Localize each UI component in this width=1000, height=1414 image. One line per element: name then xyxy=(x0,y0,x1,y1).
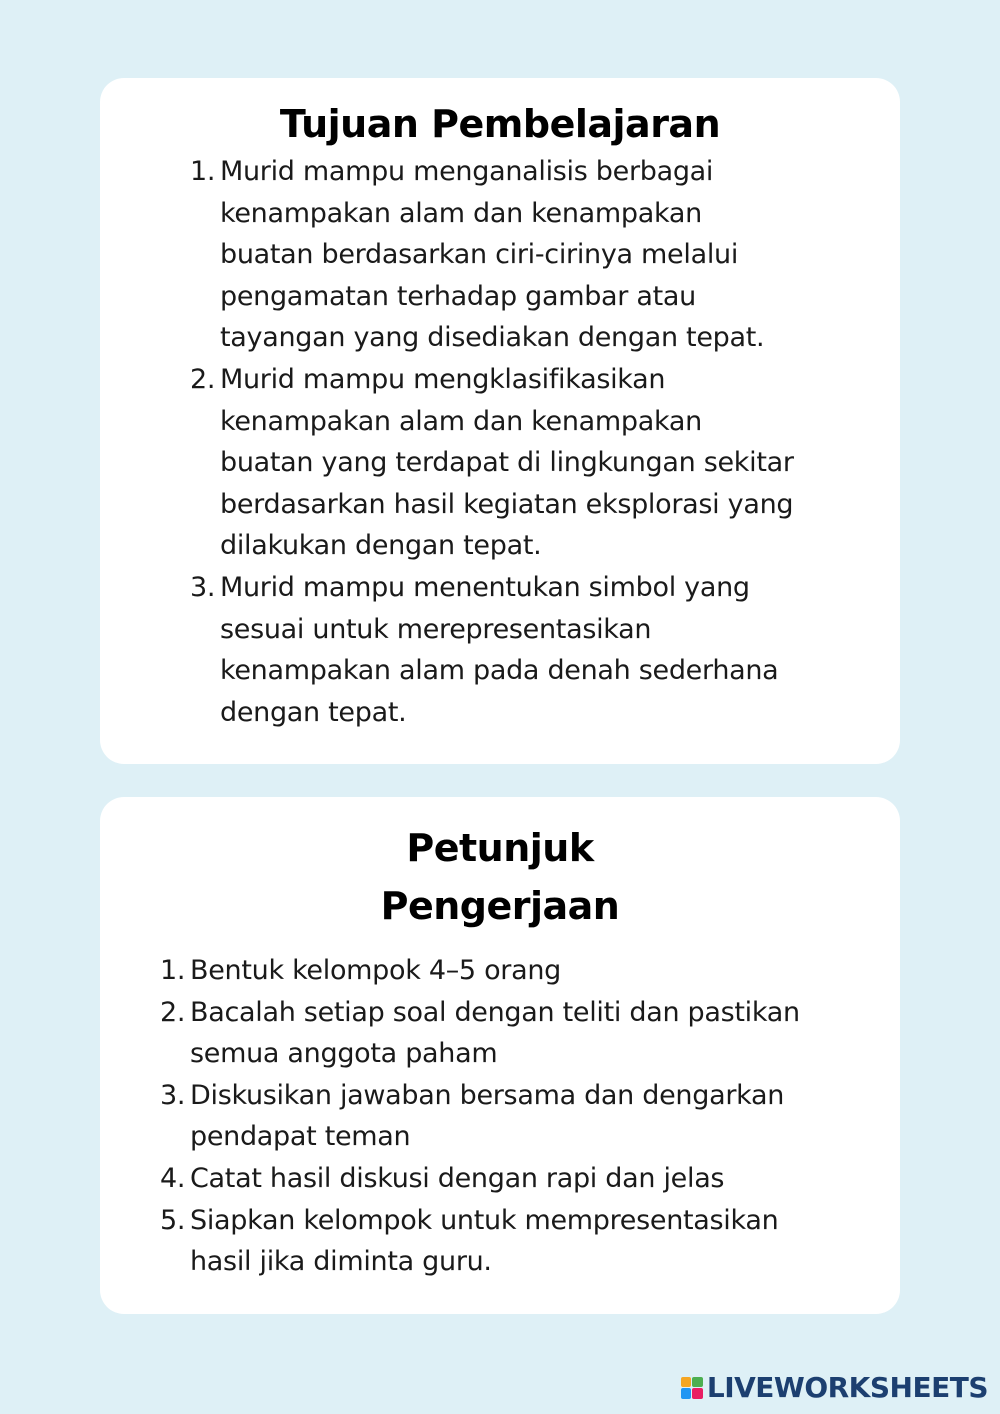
learning-objectives-card xyxy=(100,78,900,764)
item-line: Murid mampu mengklasifikasikan xyxy=(220,363,666,395)
item-line: Murid mampu menentukan simbol yang xyxy=(220,571,750,603)
brand-name: LIVEWORKSHEETS xyxy=(706,1371,988,1404)
item-line: Catat hasil diskusi dengan rapi dan jelas xyxy=(190,1162,725,1194)
item-line: sesuai untuk merepresentasikan xyxy=(220,613,652,645)
item-line: pendapat teman xyxy=(190,1121,411,1153)
item-line: pengamatan terhadap gambar atau xyxy=(220,280,696,312)
item-line: buatan yang terdapat di lingkungan sekitar xyxy=(220,447,794,479)
instructions-title xyxy=(100,819,900,935)
instructions-list xyxy=(160,950,850,1283)
item-line: semua anggota paham xyxy=(190,1038,498,1070)
list-item xyxy=(190,359,840,567)
learning-objectives-title xyxy=(100,98,900,150)
title-line: Tujuan Pembelajaran xyxy=(279,102,721,146)
item-line: Siapkan kelompok untuk mempresentasikan xyxy=(190,1204,779,1236)
item-number: 1. xyxy=(190,156,216,187)
list-item xyxy=(160,992,850,1075)
liveworksheets-brand-link[interactable] xyxy=(681,1371,988,1404)
item-number: 5. xyxy=(160,1204,186,1236)
item-number: 3. xyxy=(190,571,216,603)
item-line: kenampakan alam dan kenampakan xyxy=(220,197,702,229)
item-line: tayangan yang disediakan dengan tepat. xyxy=(220,322,765,354)
list-item xyxy=(190,567,840,733)
item-line: Bentuk kelompok 4–5 orang xyxy=(190,955,562,986)
learning-objectives-list xyxy=(190,151,840,733)
instructions-card xyxy=(100,797,900,1314)
item-line: berdasarkan hasil kegiatan eksplorasi yang xyxy=(220,488,794,520)
item-line: hasil jika diminta guru. xyxy=(190,1246,492,1278)
list-item xyxy=(160,950,850,992)
item-line: kenampakan alam dan kenampakan xyxy=(220,405,702,437)
liveworksheets-logo-icon xyxy=(681,1377,703,1399)
item-line: Bacalah setiap soal dengan teliti dan pastikan xyxy=(190,996,800,1028)
title-line: Petunjuk xyxy=(406,826,594,870)
list-item xyxy=(160,1158,850,1200)
item-line: dengan tepat. xyxy=(220,696,407,728)
item-line: dilakukan dengan tepat. xyxy=(220,530,542,562)
list-item xyxy=(160,1075,850,1158)
item-line: Murid mampu menganalisis berbagai xyxy=(220,156,714,187)
item-number: 2. xyxy=(190,363,216,395)
item-number: 1. xyxy=(160,955,186,986)
item-number: 3. xyxy=(160,1079,186,1111)
title-line: Pengerjaan xyxy=(380,884,620,928)
item-number: 2. xyxy=(160,996,186,1028)
item-line: Diskusikan jawaban bersama dan dengarkan xyxy=(190,1079,785,1111)
item-line: kenampakan alam pada denah sederhana xyxy=(220,655,779,687)
list-item xyxy=(190,151,840,359)
item-number: 4. xyxy=(160,1162,186,1194)
list-item xyxy=(160,1200,850,1283)
item-line: buatan berdasarkan ciri-cirinya melalui xyxy=(220,239,739,271)
